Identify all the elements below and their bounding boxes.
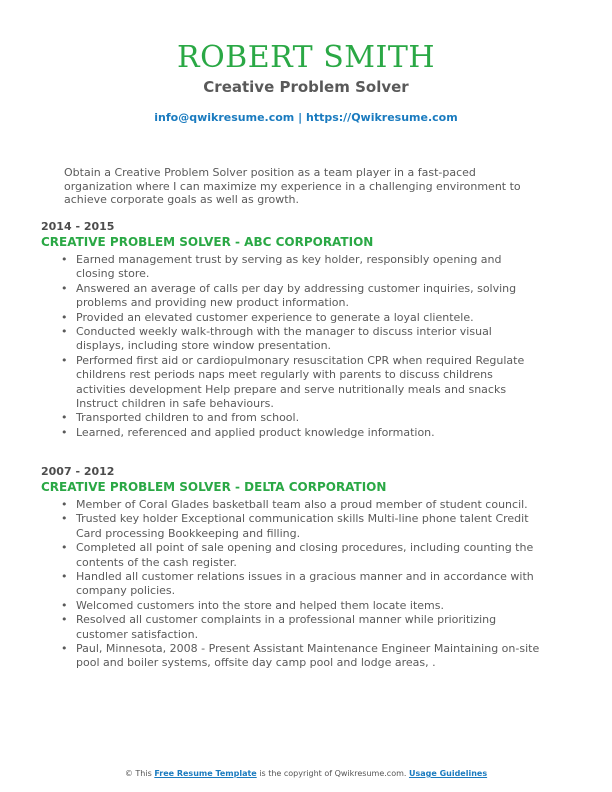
contact-line	[0, 111, 612, 124]
bullet-icon: •	[61, 325, 68, 339]
bullet-text: Provided an elevated customer experience to generate a loyal clientele.	[76, 310, 474, 324]
bullet-text: Learned, referenced and applied product knowledge information.	[76, 425, 435, 439]
bullet-item	[41, 570, 541, 599]
bullet-icon: •	[61, 253, 68, 266]
bullet-text: Answered an average of calls per day by addressing customer inquiries, solving problems and providing new product information.	[76, 281, 517, 310]
footer-copyright	[0, 769, 612, 778]
bullet-text: Performed first aid or cardiopulmonary resuscitation CPR when required Regulate childrens rest periods naps meet regularly with parents to discuss childrens activities development Help prepare and serve nutritionally meals and snacks Instruct children in safe behaviours.	[76, 353, 525, 411]
bullet-icon: •	[61, 512, 68, 526]
bullet-text: Paul, Minnesota, 2008 - Present Assistant Maintenance Engineer Maintaining on-site pool and boiler systems, offsite day camp pool and lodge areas, .	[76, 642, 540, 670]
bullet-icon: •	[61, 613, 68, 627]
candidate-name: ROBERT SMITH	[176, 40, 436, 75]
bullet-item	[41, 642, 541, 671]
bullet-icon: •	[61, 425, 68, 439]
bullet-text: Earned management trust by serving as key holder, responsibly opening and closing store.	[76, 253, 502, 281]
bullet-item	[41, 498, 541, 512]
bullet-icon: •	[61, 310, 68, 324]
website-link[interactable]: https://Qwikresume.com	[305, 111, 458, 124]
bullet-text: Welcomed customers into the store and helped them locate items.	[76, 598, 444, 612]
experience-bullets	[41, 498, 541, 671]
bullet-icon: •	[61, 598, 68, 612]
email-link[interactable]: info@qwikresume.com	[154, 111, 295, 124]
contact-separator: |	[298, 111, 303, 124]
experience-entry	[41, 220, 541, 440]
bullet-text: Transported children to and from school.	[76, 411, 300, 425]
bullet-text: Member of Coral Glades basketball team also a proud member of student council.	[76, 498, 528, 511]
candidate-headline: Creative Problem Solver	[203, 78, 409, 96]
bullet-text: Conducted weekly walk-through with the manager to discuss interior visual displays, including store window presentation.	[76, 325, 492, 353]
experience-dates: 2007 - 2012	[41, 465, 115, 478]
bullet-icon: •	[61, 541, 68, 555]
bullet-item	[41, 599, 541, 613]
bullet-text: Completed all point of sale opening and closing procedures, including counting the contents of the cash register.	[76, 541, 534, 569]
bullet-item	[41, 512, 541, 541]
bullet-item	[41, 311, 541, 325]
bullet-item	[41, 354, 541, 412]
bullet-icon: •	[61, 570, 68, 584]
bullet-icon: •	[61, 353, 68, 367]
experience-entry	[41, 465, 541, 671]
objective-summary: Obtain a Creative Problem Solver position as a team player in a fast-paced organization where I can maximize my experience in a challenging environment to achieve corporate goals as well as growth.	[64, 166, 521, 206]
usage-guidelines-link[interactable]: Usage Guidelines	[408, 769, 488, 778]
footer-prefix: © This	[124, 769, 152, 778]
bullet-text: Trusted key holder Exceptional communication skills Multi-line phone talent Credit Card processing Bookkeeping and filling.	[76, 512, 529, 540]
bullet-item	[41, 613, 541, 642]
bullet-icon: •	[61, 498, 68, 511]
experience-bullets	[41, 253, 541, 440]
bullet-item	[41, 541, 541, 570]
bullet-text: Resolved all customer complaints in a professional manner while prioritizing customer satisfaction.	[76, 613, 497, 641]
bullet-icon: •	[61, 281, 68, 295]
free-resume-template-link[interactable]: Free Resume Template	[154, 769, 257, 778]
bullet-item	[41, 411, 541, 425]
experience-role: CREATIVE PROBLEM SOLVER - DELTA CORPORATION	[41, 480, 387, 494]
experience-role: CREATIVE PROBLEM SOLVER - ABC CORPORATION	[41, 235, 374, 249]
experience-dates: 2014 - 2015	[41, 220, 115, 233]
bullet-text: Handled all customer relations issues in a gracious manner and in accordance with company policies.	[76, 570, 534, 598]
bullet-item	[41, 253, 541, 282]
footer-middle: is the copyright of Qwikresume.com.	[259, 769, 407, 778]
bullet-icon: •	[61, 411, 68, 425]
bullet-item	[41, 282, 541, 311]
bullet-item	[41, 426, 541, 440]
bullet-item	[41, 325, 541, 354]
bullet-icon: •	[61, 642, 68, 656]
